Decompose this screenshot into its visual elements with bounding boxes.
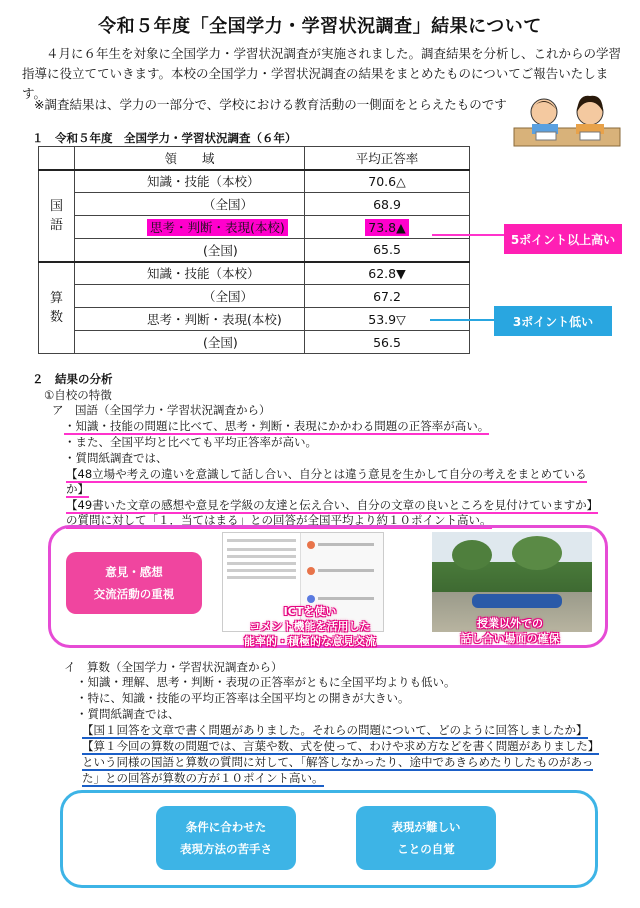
subject-math: 算 数: [39, 262, 75, 354]
page-title: 令和５年度「全国学力・学習状況調査」結果について: [98, 16, 542, 37]
domain-cell: 思考・判断・表現(本校): [75, 308, 305, 331]
table-row: [39, 193, 470, 216]
header-domain: 領 域: [75, 147, 305, 170]
japanese-point: か】: [66, 482, 89, 496]
japanese-point: の質問に対して「１．当てはまる」との回答が全国平均より約１０ポイント高い。: [66, 513, 492, 527]
domain-cell: （全国）: [75, 285, 305, 308]
japanese-point: 【48立場や考えの違いを意識して話し合い、自分とは違う意見を生かして自分の考えをまとめている: [66, 467, 587, 481]
table-row: [39, 170, 470, 193]
expression-awareness-label: 表現が難しい ことの自覚: [356, 806, 496, 870]
expression-method-label: 条件に合わせた 表現方法の苦手さ: [156, 806, 296, 870]
math-issues-box: [60, 790, 598, 888]
table-header-row: [39, 147, 470, 170]
outdoor-caption: 授業以外での 話し合い場面の確保: [460, 617, 560, 645]
math-point: という同様の国語と算数の質問に対して、「解答しなかったり、途中であきらめたりしたものがあっ: [82, 755, 594, 769]
japanese-heading: ア 国語（全国学力・学習状況調査から）: [52, 403, 271, 417]
callout-low: 3ポイント低い: [494, 306, 612, 336]
domain-cell: [75, 216, 305, 239]
table-row: [39, 331, 470, 354]
callout-high: 5ポイント以上高い: [504, 224, 622, 254]
highlighted-domain: 思考・判断・表現(本校): [147, 219, 288, 236]
domain-cell: （全国）: [75, 193, 305, 216]
subject-japanese: 国 語: [39, 170, 75, 262]
domain-cell: 知識・技能（本校）: [75, 262, 305, 285]
callout-high-connector: [432, 234, 504, 236]
highlighted-rate: 73.8▲: [365, 219, 408, 236]
table-corner: [39, 147, 75, 170]
math-point: ・特に、知識・技能の平均正答率は全国平均との開きが大きい。: [76, 691, 410, 705]
table-row: [39, 285, 470, 308]
math-heading: イ 算数（全国学力・学習状況調査から）: [64, 660, 283, 674]
rate-cell: 68.9: [305, 193, 470, 216]
table-row: [39, 216, 470, 239]
japanese-point: ・また、全国平均と比べても平均正答率が高い。: [64, 435, 317, 449]
intro-paragraph: ４月に６年生を対象に全国学力・学習状況調査が実施されました。調査結果を分析し、これからの学習指導に役立てていきます。本校の全国学力・学習状況調査の結果をまとめたものについてご報告いたします。: [22, 46, 622, 101]
students-studying-illustration: [512, 88, 622, 150]
domain-cell: 知識・技能（本校）: [75, 170, 305, 193]
header-rate: 平均正答率: [305, 147, 470, 170]
japanese-point: ・質問紙調査では、: [64, 451, 168, 465]
table-row: [39, 308, 470, 331]
section1-heading: １ 令和５年度 全国学力・学習状況調査（６年）: [32, 131, 297, 145]
math-point: ・知識・理解、思考・判断・表現の正答率がともに全国平均よりも低い。: [76, 675, 456, 689]
math-point: 【算１今回の算数の問題では、言葉や数、式を使って、わけや求め方などを書く問題がありました】: [82, 739, 600, 753]
domain-cell: (全国): [75, 331, 305, 354]
section2-heading: ２ 結果の分析: [32, 372, 113, 386]
rate-cell: 70.6△: [305, 170, 470, 193]
math-point: ・質問紙調査では、: [76, 707, 180, 721]
note-text: ※調査結果は、学力の一部分で、学校における教育活動の一側面をとらえたものです: [34, 97, 507, 112]
japanese-point: ・知識・技能の問題に比べて、思考・判断・表現にかかわる問題の正答率が高い。: [64, 419, 490, 433]
rate-cell: 56.5: [305, 331, 470, 354]
table-row: [39, 262, 470, 285]
math-point: 【国１回答を文章で書く問題がありました。それらの問題について、どのように回答しましたか】: [82, 723, 588, 737]
math-point: た」との回答が算数の方が１０ポイント高い。: [82, 771, 324, 785]
callout-low-connector: [430, 319, 494, 321]
opinion-exchange-label: 意見・感想 交流活動の重視: [66, 552, 202, 614]
domain-cell: (全国): [75, 239, 305, 262]
ict-caption: ICTを使い コメント機能を活用した 能率的・積極的な意見交流: [244, 605, 376, 648]
rate-cell: 62.8▼: [305, 262, 470, 285]
rate-cell: 53.9▽: [305, 308, 470, 331]
section2-subheading: ①自校の特徴: [44, 388, 112, 402]
table-row: [39, 239, 470, 262]
rate-cell: 67.2: [305, 285, 470, 308]
rate-cell: 65.5: [305, 239, 470, 262]
results-table: [38, 146, 470, 354]
japanese-point: 【49書いた文章の感想や意見を学級の友達と伝え合い、自分の文章の良いところを見付けていますか】: [66, 498, 599, 512]
